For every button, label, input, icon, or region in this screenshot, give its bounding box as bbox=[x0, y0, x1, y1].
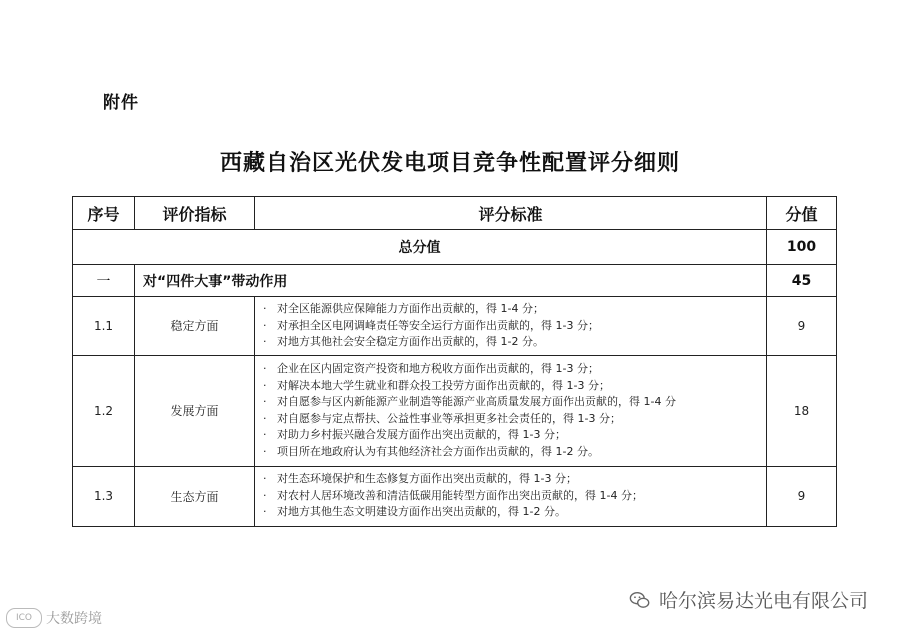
header-criteria: 评分标准 bbox=[255, 197, 767, 230]
section-name: 对“四件大事”带动作用 bbox=[135, 265, 767, 297]
criteria-item bbox=[263, 471, 766, 488]
criteria-text: 项目所在地政府认为有其他经济社会方面作出贡献的，得 1-2 分。 bbox=[277, 444, 599, 458]
scoring-rows bbox=[73, 297, 837, 527]
bullet-icon: · bbox=[263, 444, 267, 458]
bullet-icon: · bbox=[263, 428, 267, 441]
bullet-icon: · bbox=[263, 488, 267, 502]
criteria-text: 对承担全区电网调峰责任等安全运行方面作出贡献的，得 1-3 分； bbox=[277, 318, 599, 332]
bullet-icon: · bbox=[263, 302, 267, 315]
criteria-text: 对自愿参与区内新能源产业制造等能源产业高质量发展方面作出贡献的，得 1-4 分 bbox=[277, 395, 676, 408]
criteria-text: 对解决本地大学生就业和群众投工投劳方面作出贡献的，得 1-3 分； bbox=[277, 378, 610, 392]
criteria-item bbox=[263, 504, 766, 521]
table-header-row bbox=[73, 197, 837, 230]
total-label: 总分值 bbox=[73, 230, 767, 265]
criteria-text: 对全区能源供应保障能力方面作出贡献的，得 1-4 分； bbox=[277, 302, 544, 315]
watermark-logo: ICO bbox=[6, 608, 42, 628]
criteria-item bbox=[263, 394, 766, 411]
criteria-item bbox=[263, 427, 766, 444]
criteria-item bbox=[263, 444, 766, 461]
table-row bbox=[73, 355, 837, 466]
bullet-icon: · bbox=[263, 472, 267, 486]
wechat-icon bbox=[629, 589, 651, 611]
criteria-text: 对自愿参与定点帮扶、公益性事业等承担更多社会责任的，得 1-3 分； bbox=[277, 411, 621, 425]
section-no: 一 bbox=[73, 265, 135, 297]
row-score: 18 bbox=[767, 355, 837, 466]
row-criteria bbox=[255, 355, 767, 466]
header-score: 分值 bbox=[767, 197, 837, 230]
bullet-icon: · bbox=[263, 395, 267, 408]
row-criteria bbox=[255, 466, 767, 526]
criteria-text: 对生态环境保护和生态修复方面作出突出贡献的，得 1-3 分； bbox=[277, 472, 577, 486]
row-number: 1.1 bbox=[73, 297, 135, 356]
table-row bbox=[73, 297, 837, 356]
criteria-text: 对地方其他社会安全稳定方面作出贡献的，得 1-2 分。 bbox=[277, 335, 544, 348]
watermark-right-text: 哈尔滨易达光电有限公司 bbox=[658, 590, 868, 612]
row-score: 9 bbox=[767, 466, 837, 526]
watermark-right bbox=[629, 586, 868, 613]
row-number: 1.3 bbox=[73, 466, 135, 526]
criteria-text: 企业在区内固定资产投资和地方税收方面作出贡献的，得 1-3 分； bbox=[277, 362, 599, 375]
criteria-item bbox=[263, 301, 766, 318]
document-title: 西藏自治区光伏发电项目竞争性配置评分细则 bbox=[219, 150, 680, 176]
section-score: 45 bbox=[767, 265, 837, 297]
section-row bbox=[73, 265, 837, 297]
attachment-label: 附件 bbox=[103, 93, 139, 113]
row-criteria bbox=[255, 297, 767, 356]
row-score: 9 bbox=[767, 297, 837, 356]
table-row bbox=[73, 466, 837, 526]
criteria-text: 对地方其他生态文明建设方面作出突出贡献的，得 1-2 分。 bbox=[277, 505, 566, 519]
total-row bbox=[73, 230, 837, 265]
header-indicator: 评价指标 bbox=[135, 197, 255, 230]
criteria-item bbox=[263, 334, 766, 351]
criteria-item bbox=[263, 488, 766, 505]
row-indicator: 生态方面 bbox=[135, 466, 255, 526]
watermark-left bbox=[6, 608, 102, 628]
bullet-icon: · bbox=[263, 411, 267, 425]
bullet-icon: · bbox=[263, 505, 267, 519]
bullet-icon: · bbox=[263, 335, 267, 348]
criteria-item bbox=[263, 378, 766, 395]
total-score: 100 bbox=[767, 230, 837, 265]
watermark-left-text: 大数跨境 bbox=[46, 611, 102, 627]
row-number: 1.2 bbox=[73, 355, 135, 466]
bullet-icon: · bbox=[263, 378, 267, 392]
criteria-item bbox=[263, 318, 766, 335]
row-indicator: 发展方面 bbox=[135, 355, 255, 466]
header-no: 序号 bbox=[73, 197, 135, 230]
scoring-table bbox=[72, 196, 837, 527]
criteria-item bbox=[263, 411, 766, 428]
criteria-item bbox=[263, 361, 766, 378]
bullet-icon: · bbox=[263, 318, 267, 332]
row-indicator: 稳定方面 bbox=[135, 297, 255, 356]
criteria-text: 对助力乡村振兴融合发展方面作出突出贡献的，得 1-3 分； bbox=[277, 428, 566, 441]
criteria-text: 对农村人居环境改善和清洁低碳用能转型方面作出突出贡献的，得 1-4 分； bbox=[277, 488, 643, 502]
bullet-icon: · bbox=[263, 362, 267, 375]
